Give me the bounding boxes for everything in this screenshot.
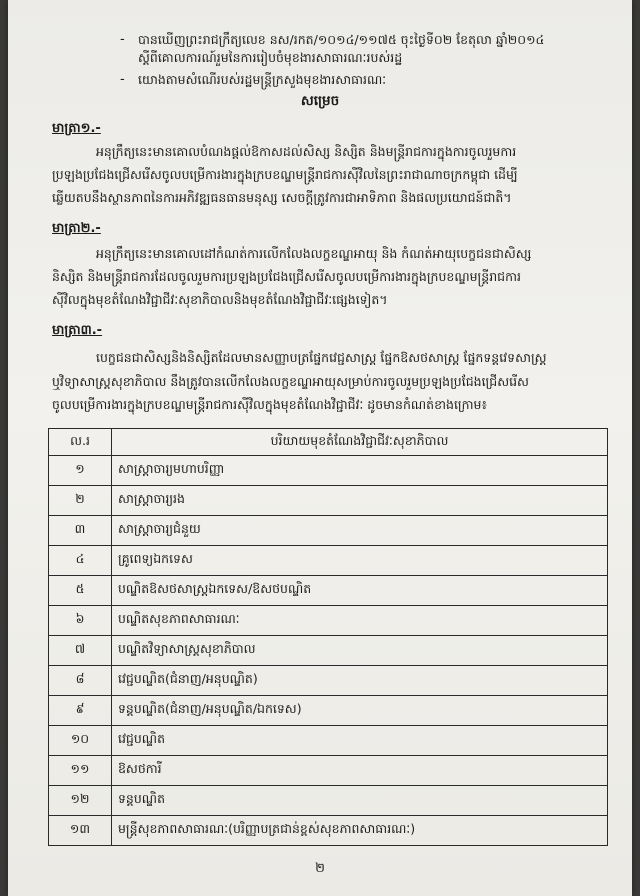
article1-line2: ប្រឡងប្រជែងជ្រើសរើសចូលបម្រើការងារក្នុងក្របខណ្ឌមន្ត្រីរាជការស៊ីវិលនៃព្រះរាជាណាចក្រកម្ពុជា ដើម្បី: [52, 167, 518, 182]
article3-line3: ចូលបម្រើការងារក្នុងក្របខណ្ឌមន្ត្រីរាជការស៊ីវិលក្នុងមុខតំណែងវិជ្ជាជីវៈ ដូចមានកំណត់ខាងក្រោម៖: [52, 397, 487, 412]
article3-line1: បេក្ខជនជាសិស្សនិងនិស្សិតដែលមានសញ្ញាបត្រផ្នែកវេជ្ជសាស្ត្រ ផ្នែកឱសថសាស្ត្រ ផ្នែកទន្តវេទសាស្ត្រ: [96, 350, 547, 365]
bullet-marker: -: [120, 32, 125, 47]
health-professions-table: [48, 428, 608, 846]
table-row: [49, 606, 608, 636]
row-position: បណ្ឌិតសុខភាពសាធារណៈ: [112, 606, 608, 636]
row-position: ទន្តបណ្ឌិត(ជំនាញ/អនុបណ្ឌិត/ឯកទេស): [112, 696, 608, 726]
article1-line3: ឆ្លើយតបនឹងស្ថានភាពនៃការអភិវឌ្ឍធនធានមនុស្ស សេចក្តីត្រូវការជាអាទិភាព និងផលប្រយោជន៍ជាតិ។: [52, 190, 512, 205]
row-position: វេជ្ជបណ្ឌិត: [112, 726, 608, 756]
article2-line3: ស៊ីវិលក្នុងមុខតំណែងវិជ្ជាជីវៈសុខាភិបាលនិងមុខតំណែងវិជ្ជាជីវៈផ្សេងទៀត។: [52, 292, 388, 307]
article1-heading: [52, 120, 101, 139]
row-position: មន្ត្រីសុខភាពសាធារណៈ(បរិញ្ញាបត្រជាន់ខ្ពស់សុខភាពសាធារណៈ): [112, 816, 608, 846]
table-row: [49, 756, 608, 786]
intro-bullet1-line2: ស្តីពីគោលការណ៍រួមនៃការរៀបចំមុខងារសាធារណៈរបស់រដ្ឋ: [138, 50, 403, 65]
row-number: ៣: [49, 516, 112, 546]
row-number: ៤: [49, 546, 112, 576]
row-position: សាស្ត្រាចារ្យរង: [112, 486, 608, 516]
table-row: [49, 816, 608, 846]
table-row: [49, 726, 608, 756]
row-number: ១១: [49, 756, 112, 786]
row-number: ៩: [49, 696, 112, 726]
row-position: សាស្ត្រាចារ្យជំនួយ: [112, 516, 608, 546]
page-number: ២: [315, 861, 325, 876]
intro-bullet2: យោងតាមសំណើរបស់រដ្ឋមន្ត្រីក្រសួងមុខងារសាធារណៈ: [138, 72, 387, 87]
article1-line1: អនុក្រឹត្យនេះមានគោលបំណងផ្តល់ឱកាសដល់សិស្ស និស្សិត និងមន្ត្រីរាជការក្នុងការចូលរួមការ: [96, 144, 517, 159]
row-number: ១៣: [49, 816, 112, 846]
row-number: ១២: [49, 786, 112, 816]
table-row: [49, 696, 608, 726]
table-row: [49, 516, 608, 546]
row-position: បណ្ឌិតវិទ្យាសាស្ត្រសុខាភិបាល: [112, 636, 608, 666]
row-position: គ្រូពេទ្យឯកទេស: [112, 546, 608, 576]
table-row: [49, 546, 608, 576]
article2-line1: អនុក្រឹត្យនេះមានគោលដៅកំណត់ការលើកលែងលក្ខខណ្ឌអាយុ និង កំណត់អាយុបេក្ខជនជាសិស្ស: [96, 246, 532, 261]
article2-heading: [52, 220, 101, 239]
table-row: [49, 486, 608, 516]
article3-heading-text: មាត្រា៣.-: [52, 323, 103, 338]
intro-bullet1-line1: បានឃើញព្រះរាជក្រឹត្យលេខ នស/រកត/១០១៤/១១៧៥ ចុះថ្ងៃទី០២ ខែតុលា ឆ្នាំ២០១៤: [138, 32, 545, 47]
table-row: [49, 786, 608, 816]
row-position: វេជ្ជបណ្ឌិត(ជំនាញ/អនុបណ្ឌិត): [112, 666, 608, 696]
col-header-position: បរិយាយមុខតំណែងវិជ្ជាជីវៈសុខាភិបាល: [112, 429, 608, 456]
row-position: ទន្តបណ្ឌិត: [112, 786, 608, 816]
row-number: ២: [49, 486, 112, 516]
row-number: ១០: [49, 726, 112, 756]
table-row: [49, 456, 608, 486]
article1-heading-text: មាត្រា១.-: [52, 121, 101, 136]
table-header-row: [49, 429, 608, 456]
row-number: ៥: [49, 576, 112, 606]
article2-line2: និស្សិត និងមន្ត្រីរាជការដែលចូលរួមការប្រឡងប្រជែងជ្រើសរើសចូលបម្រើការងារក្នុងក្របខណ្ឌមន្ត្រីរាជការ: [52, 269, 521, 284]
article3-heading: [52, 322, 102, 341]
bullet-marker: -: [120, 72, 125, 87]
row-position: ឱសថការី: [112, 756, 608, 786]
table-row: [49, 576, 608, 606]
document-page: [8, 0, 632, 896]
row-position: បណ្ឌិតឱសថសាស្ត្រឯកទេស/ឱសថបណ្ឌិត: [112, 576, 608, 606]
col-header-number: ល.រ: [49, 429, 112, 456]
row-position: សាស្ត្រាចារ្យមហាបរិញ្ញា: [112, 456, 608, 486]
article3-line2: ឬវិទ្យាសាស្ត្រសុខាភិបាល នឹងត្រូវបានលើកលែងលក្ខខណ្ឌអាយុសម្រាប់ការចូលរួមប្រឡងប្រជែងជ្រើសរើស: [52, 374, 529, 389]
row-number: ៧: [49, 636, 112, 666]
table-row: [49, 636, 608, 666]
row-number: ១: [49, 456, 112, 486]
row-number: ៨: [49, 666, 112, 696]
article2-heading-text: មាត្រា២.-: [52, 221, 101, 236]
table-row: [49, 666, 608, 696]
row-number: ៦: [49, 606, 112, 636]
decision-title: សម្រេច: [300, 93, 340, 109]
